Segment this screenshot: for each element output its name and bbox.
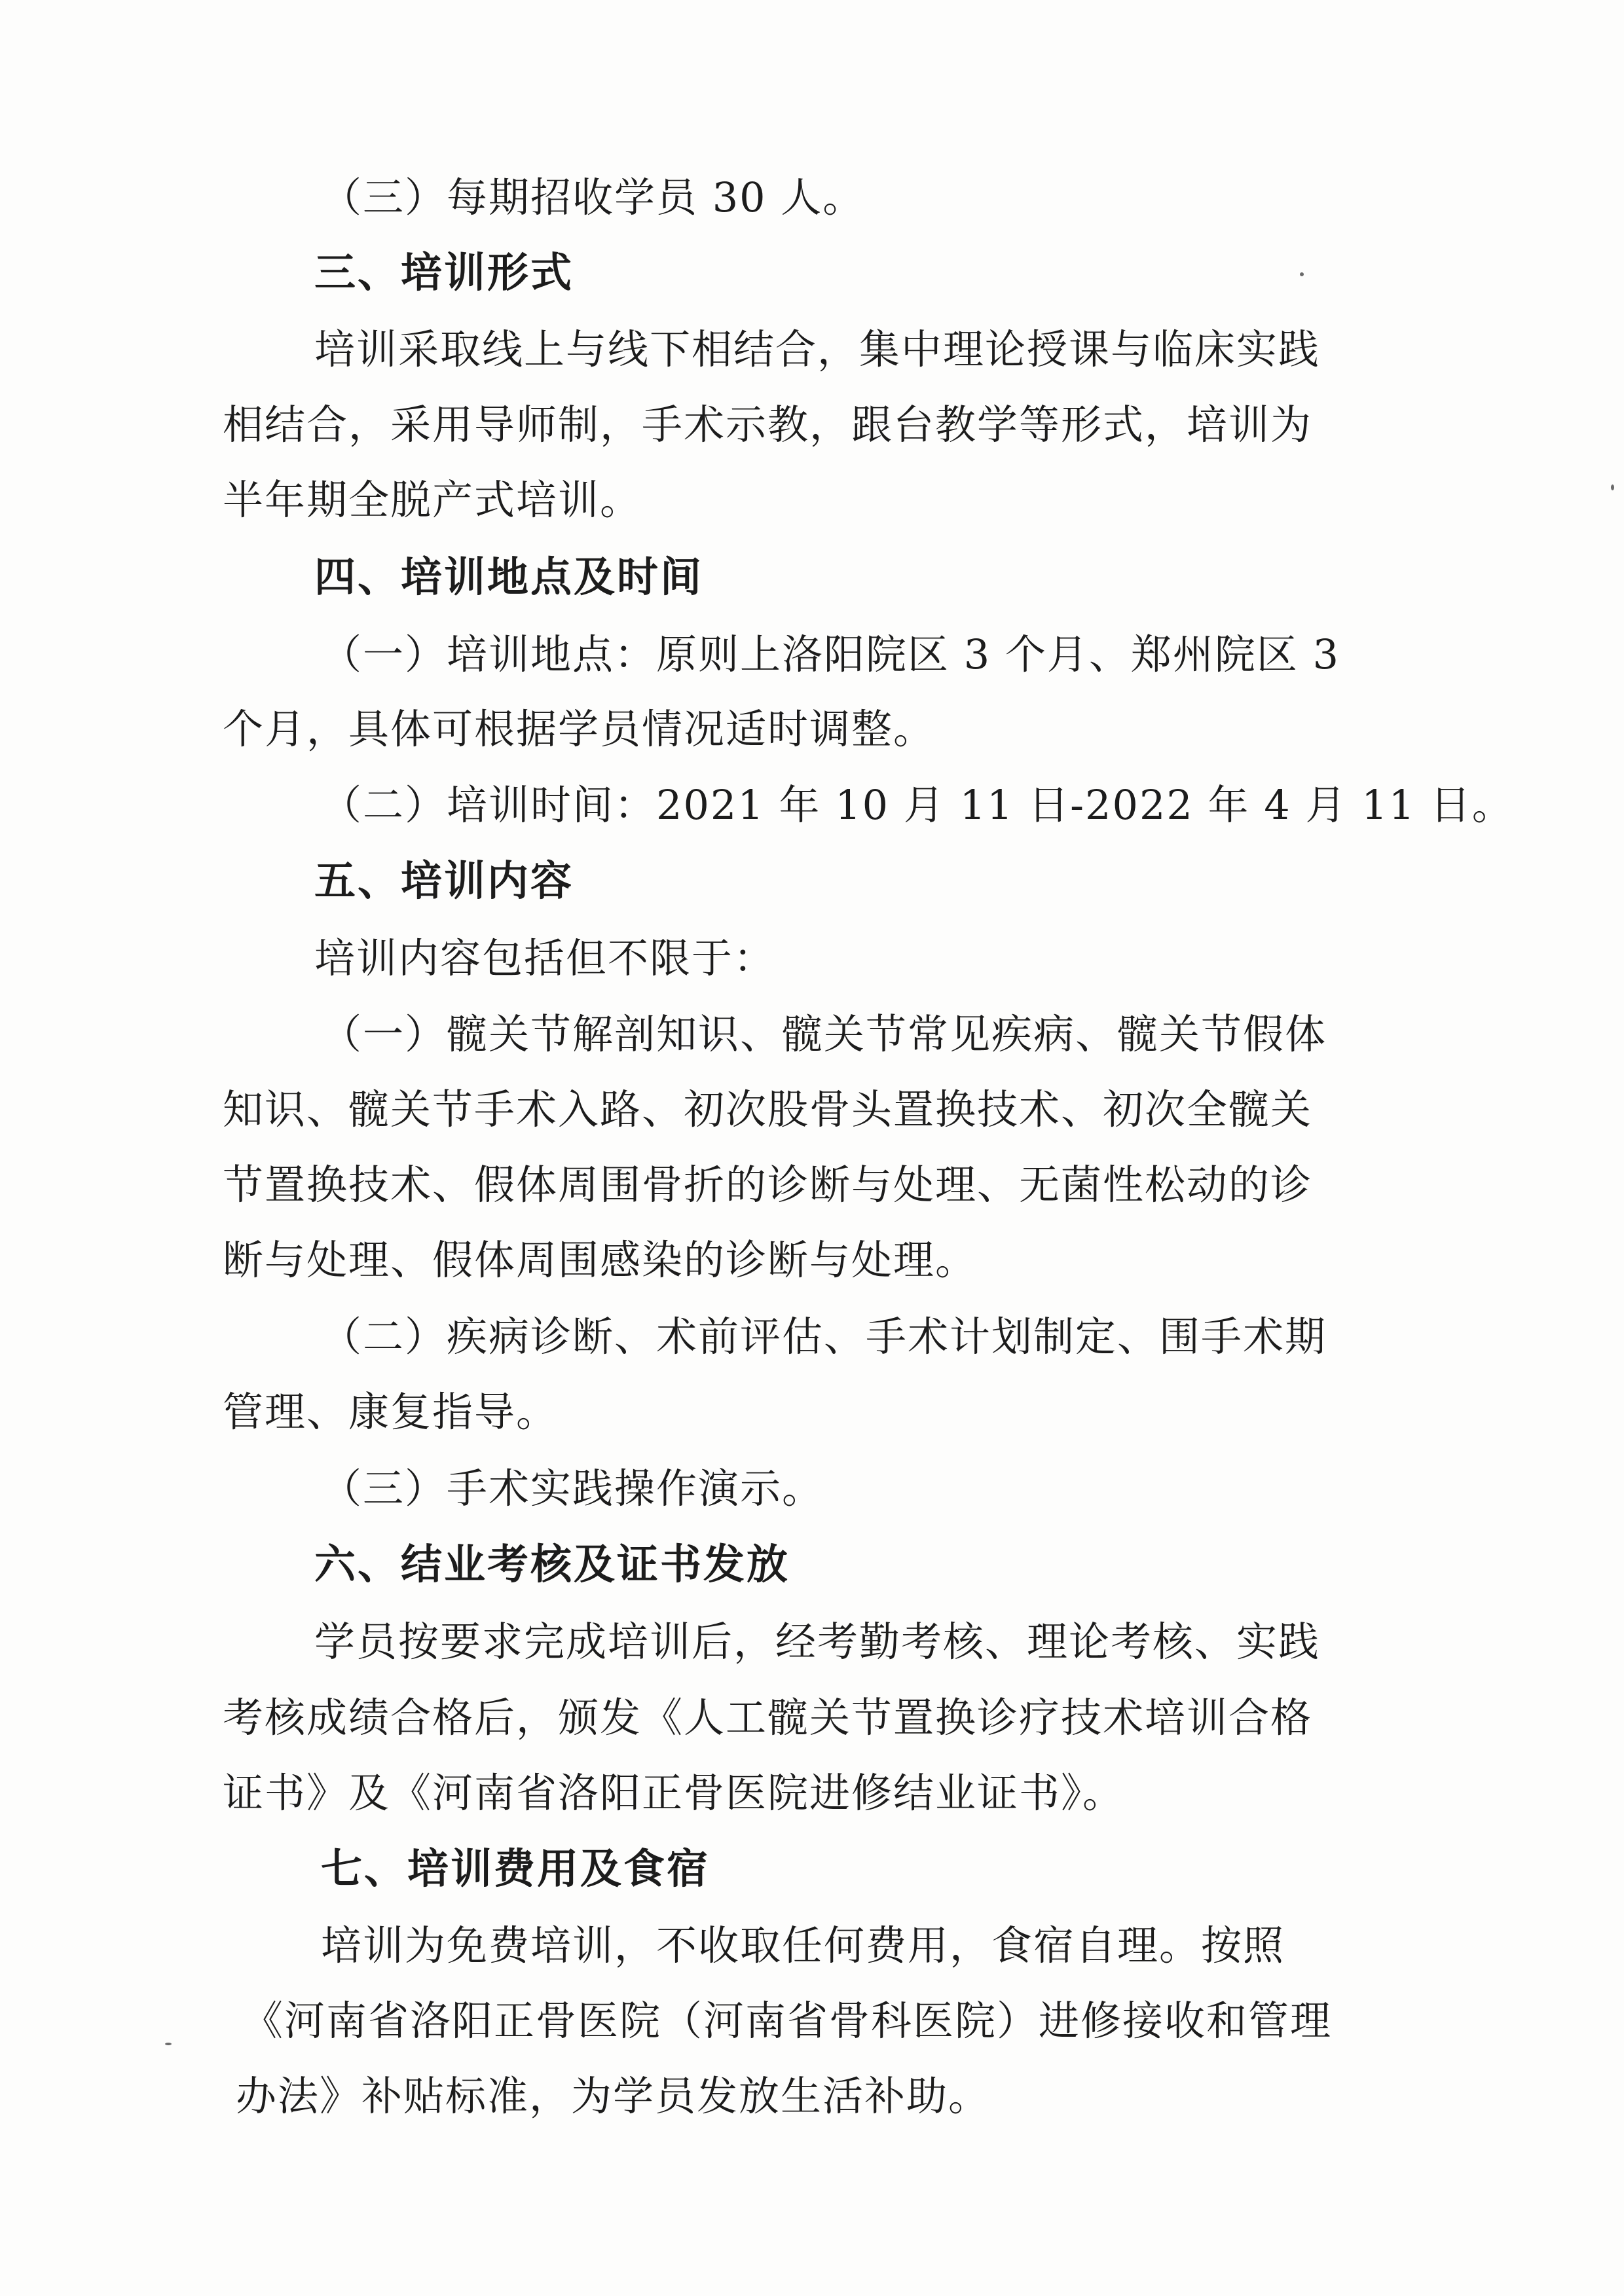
paragraph-format-line-1: 培训采取线上与线下相结合，集中理论授课与临床实践 (314, 325, 1321, 373)
heading-training-format: 三、培训形式 (314, 249, 574, 297)
scan-speck (165, 2043, 172, 2045)
location-line-1: （一）培训地点：原则上洛阳院区 3 个月、郑州院区 3 (321, 630, 1340, 678)
assessment-line-2: 考核成绩合格后，颁发《人工髋关节置换诊疗技术培训合格 (223, 1694, 1313, 1741)
heading-fees-lodging: 七、培训费用及食宿 (321, 1845, 710, 1893)
content-item-1-line-2: 知识、髋关节手术入路、初次股骨头置换技术、初次全髋关 (223, 1085, 1313, 1133)
content-item-1-line-3: 节置换技术、假体周围骨折的诊断与处理、无菌性松动的诊 (223, 1161, 1313, 1209)
heading-location-time: 四、培训地点及时间 (314, 553, 703, 601)
content-item-3: （三）手术实践操作演示。 (321, 1465, 824, 1512)
item-3-recruits: （三）每期招收学员 30 人。 (321, 173, 865, 221)
fees-line-3: 办法》补贴标准，为学员发放生活补助。 (236, 2072, 991, 2120)
scan-speck (1611, 484, 1614, 490)
content-item-2-line-2: 管理、康复指导。 (223, 1388, 559, 1436)
training-time-line: （二）培训时间：2021 年 10 月 11 日-2022 年 4 月 11 日。 (321, 781, 1514, 829)
heading-training-content: 五、培训内容 (314, 857, 574, 905)
assessment-line-1: 学员按要求完成培训后，经考勤考核、理论考核、实践 (314, 1618, 1321, 1666)
content-item-1-line-4: 断与处理、假体周围感染的诊断与处理。 (223, 1236, 978, 1284)
location-line-2: 个月，具体可根据学员情况适时调整。 (223, 705, 936, 753)
assessment-line-3: 证书》及《河南省洛阳正骨医院进修结业证书》。 (223, 1769, 1125, 1817)
heading-assessment: 六、结业考核及证书发放 (314, 1540, 790, 1588)
paragraph-format-line-2: 相结合，采用导师制，手术示教，跟台教学等形式，培训为 (223, 401, 1313, 448)
content-intro: 培训内容包括但不限于： (314, 934, 776, 982)
fees-line-1: 培训为免费培训，不收取任何费用，食宿自理。按照 (321, 1922, 1285, 1969)
fees-line-2: 《河南省洛阳正骨医院（河南省骨科医院）进修接收和管理 (242, 1997, 1333, 2045)
content-item-1-line-1: （一）髋关节解剖知识、髋关节常见疾病、髋关节假体 (321, 1010, 1327, 1058)
scan-speck (1300, 272, 1304, 276)
content-item-2-line-1: （二）疾病诊断、术前评估、手术计划制定、围手术期 (321, 1313, 1327, 1360)
paragraph-format-line-3: 半年期全脱产式培训。 (223, 476, 642, 524)
